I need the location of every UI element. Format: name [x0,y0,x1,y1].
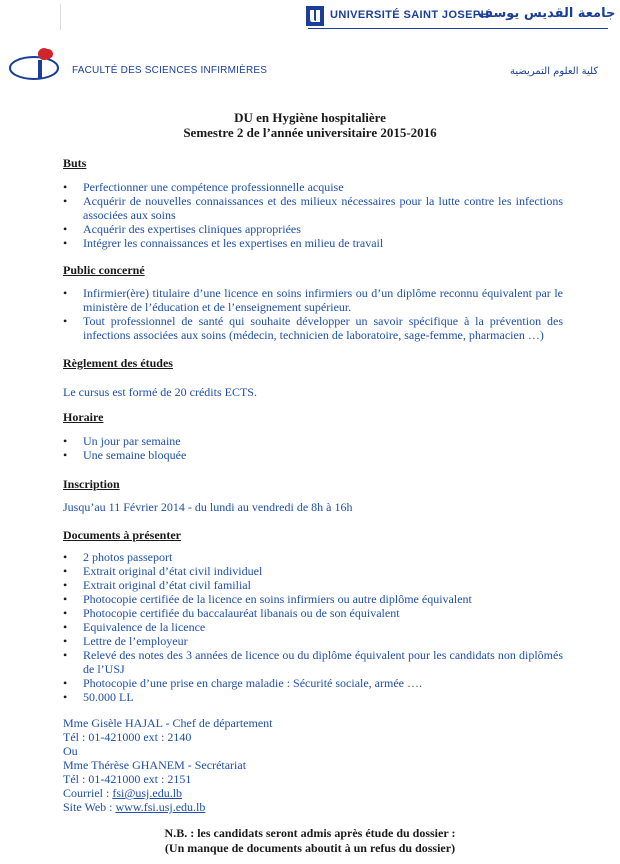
bullet: • [63,606,68,620]
university-name-arabic: جامعة القديس يوسف [478,6,616,21]
list-item: • Un jour par semaine [63,434,181,448]
contact-person-1: Mme Gisèle HAJAL - Chef de département [63,716,273,730]
bullet: • [63,236,68,250]
public-list [63,286,563,342]
web-label: Site Web : [63,800,116,814]
list-item: • 50.000 LL [63,690,134,704]
note-line-1: N.B. : les candidats seront admis après étude du dossier : [164,826,456,840]
bullet: • [63,194,68,208]
bullet: • [63,448,68,462]
list-item: • Acquérir des expertises cliniques appropriées [63,222,301,236]
contact-person-2: Mme Thérèse GHANEM - Secrétariat [63,758,247,772]
university-name: UNIVERSITÉ SAINT JOSEPH [330,9,489,21]
heading-inscription: Inscription [63,477,120,491]
list-item: • Intégrer les connaissances et les expertises en milieu de travail [63,236,384,250]
bullet: • [63,676,68,690]
bullet: • [63,634,68,648]
bullet: • [63,690,68,704]
bullet: • [63,314,68,328]
email-label: Courriel : [63,786,113,800]
buts-list [63,180,563,250]
heading-documents: Documents à présenter [63,528,181,542]
bullet: • [63,592,68,606]
list-item: • Infirmier(ère) titulaire d’une licence en soins infirmiers ou d’un diplôme reconnu équivalent par le ministère de l’éducation et de l’enseignement supérieur. [63,286,563,314]
heading-buts: Buts [63,156,87,170]
contact-or: Ou [63,744,78,758]
bullet: • [63,222,68,236]
inscription-text: Jusqu’au 11 Février 2014 - du lundi au vendredi de 8h à 16h [63,500,353,514]
bullet: • [63,286,68,300]
list-item: • Photocopie certifiée du baccalauréat libanais ou de son équivalent [63,606,400,620]
reglement-text: Le cursus est formé de 20 crédits ECTS. [63,385,257,399]
document-title: DU en Hygiène hospitalière [234,110,386,125]
list-item: • Photocopie certifiée de la licence en soins infirmiers ou autre diplôme équivalent [63,592,472,606]
email-link[interactable]: fsi@usj.edu.lb [112,786,183,800]
bullet: • [63,578,68,592]
list-item: • Photocopie d’une prise en charge maladie : Sécurité sociale, armée …. [63,676,422,690]
header-rule [308,28,608,29]
list-item: • Relevé des notes des 3 années de licence ou du diplôme équivalent pour les candidats non diplômés de l’USJ [63,648,563,676]
list-item: • Perfectionner une compétence professionnelle acquise [63,180,344,194]
faculty-name-arabic: كلية العلوم التمريضية [510,66,599,77]
list-item: • Equivalence de la licence [63,620,206,634]
bullet: • [63,648,68,662]
bullet: • [63,550,68,564]
list-item: • 2 photos passeport [63,550,173,564]
list-item: • Tout professionnel de santé qui souhaite développer un savoir spécifique à la prévention des infections associées aux soins (médecin, technicien de laboratoire, sage-femme, pharmacien …) [63,314,563,342]
list-item: • Extrait original d’état civil individuel [63,564,263,578]
bullet: • [63,434,68,448]
list-item: • Acquérir de nouvelles connaissances et des milieux nécessaires pour la lutte contre les infections associées aux soins [63,194,563,222]
list-item: • Une semaine bloquée [63,448,187,462]
contacts-block [63,716,463,814]
note-line-2: (Un manque de documents aboutit à un refus du dossier) [164,841,456,855]
scan-fold-line [60,4,61,30]
document-subtitle: Semestre 2 de l’année universitaire 2015-2016 [183,125,437,140]
bullet: • [63,564,68,578]
contact-web-row [63,800,463,814]
bullet: • [63,180,68,194]
list-item: • Extrait original d’état civil familial [63,578,251,592]
heading-reglement: Règlement des études [63,356,173,370]
heading-public-concerne: Public concerné [63,263,145,277]
heading-horaire: Horaire [63,410,104,424]
bullet: • [63,620,68,634]
fsi-logo-icon [8,46,64,84]
documents-list [63,550,563,704]
faculty-name: FACULTÉ DES SCIENCES INFIRMIÈRES [72,65,268,76]
contact-tel-2: Tél : 01-421000 ext : 2151 [63,772,192,786]
contact-email-row [63,786,463,800]
website-link[interactable]: www.fsi.usj.edu.lb [115,800,206,814]
contact-tel-1: Tél : 01-421000 ext : 2140 [63,730,192,744]
list-item: • Lettre de l’employeur [63,634,188,648]
horaire-list [63,434,563,462]
usj-logo-icon [306,6,324,26]
